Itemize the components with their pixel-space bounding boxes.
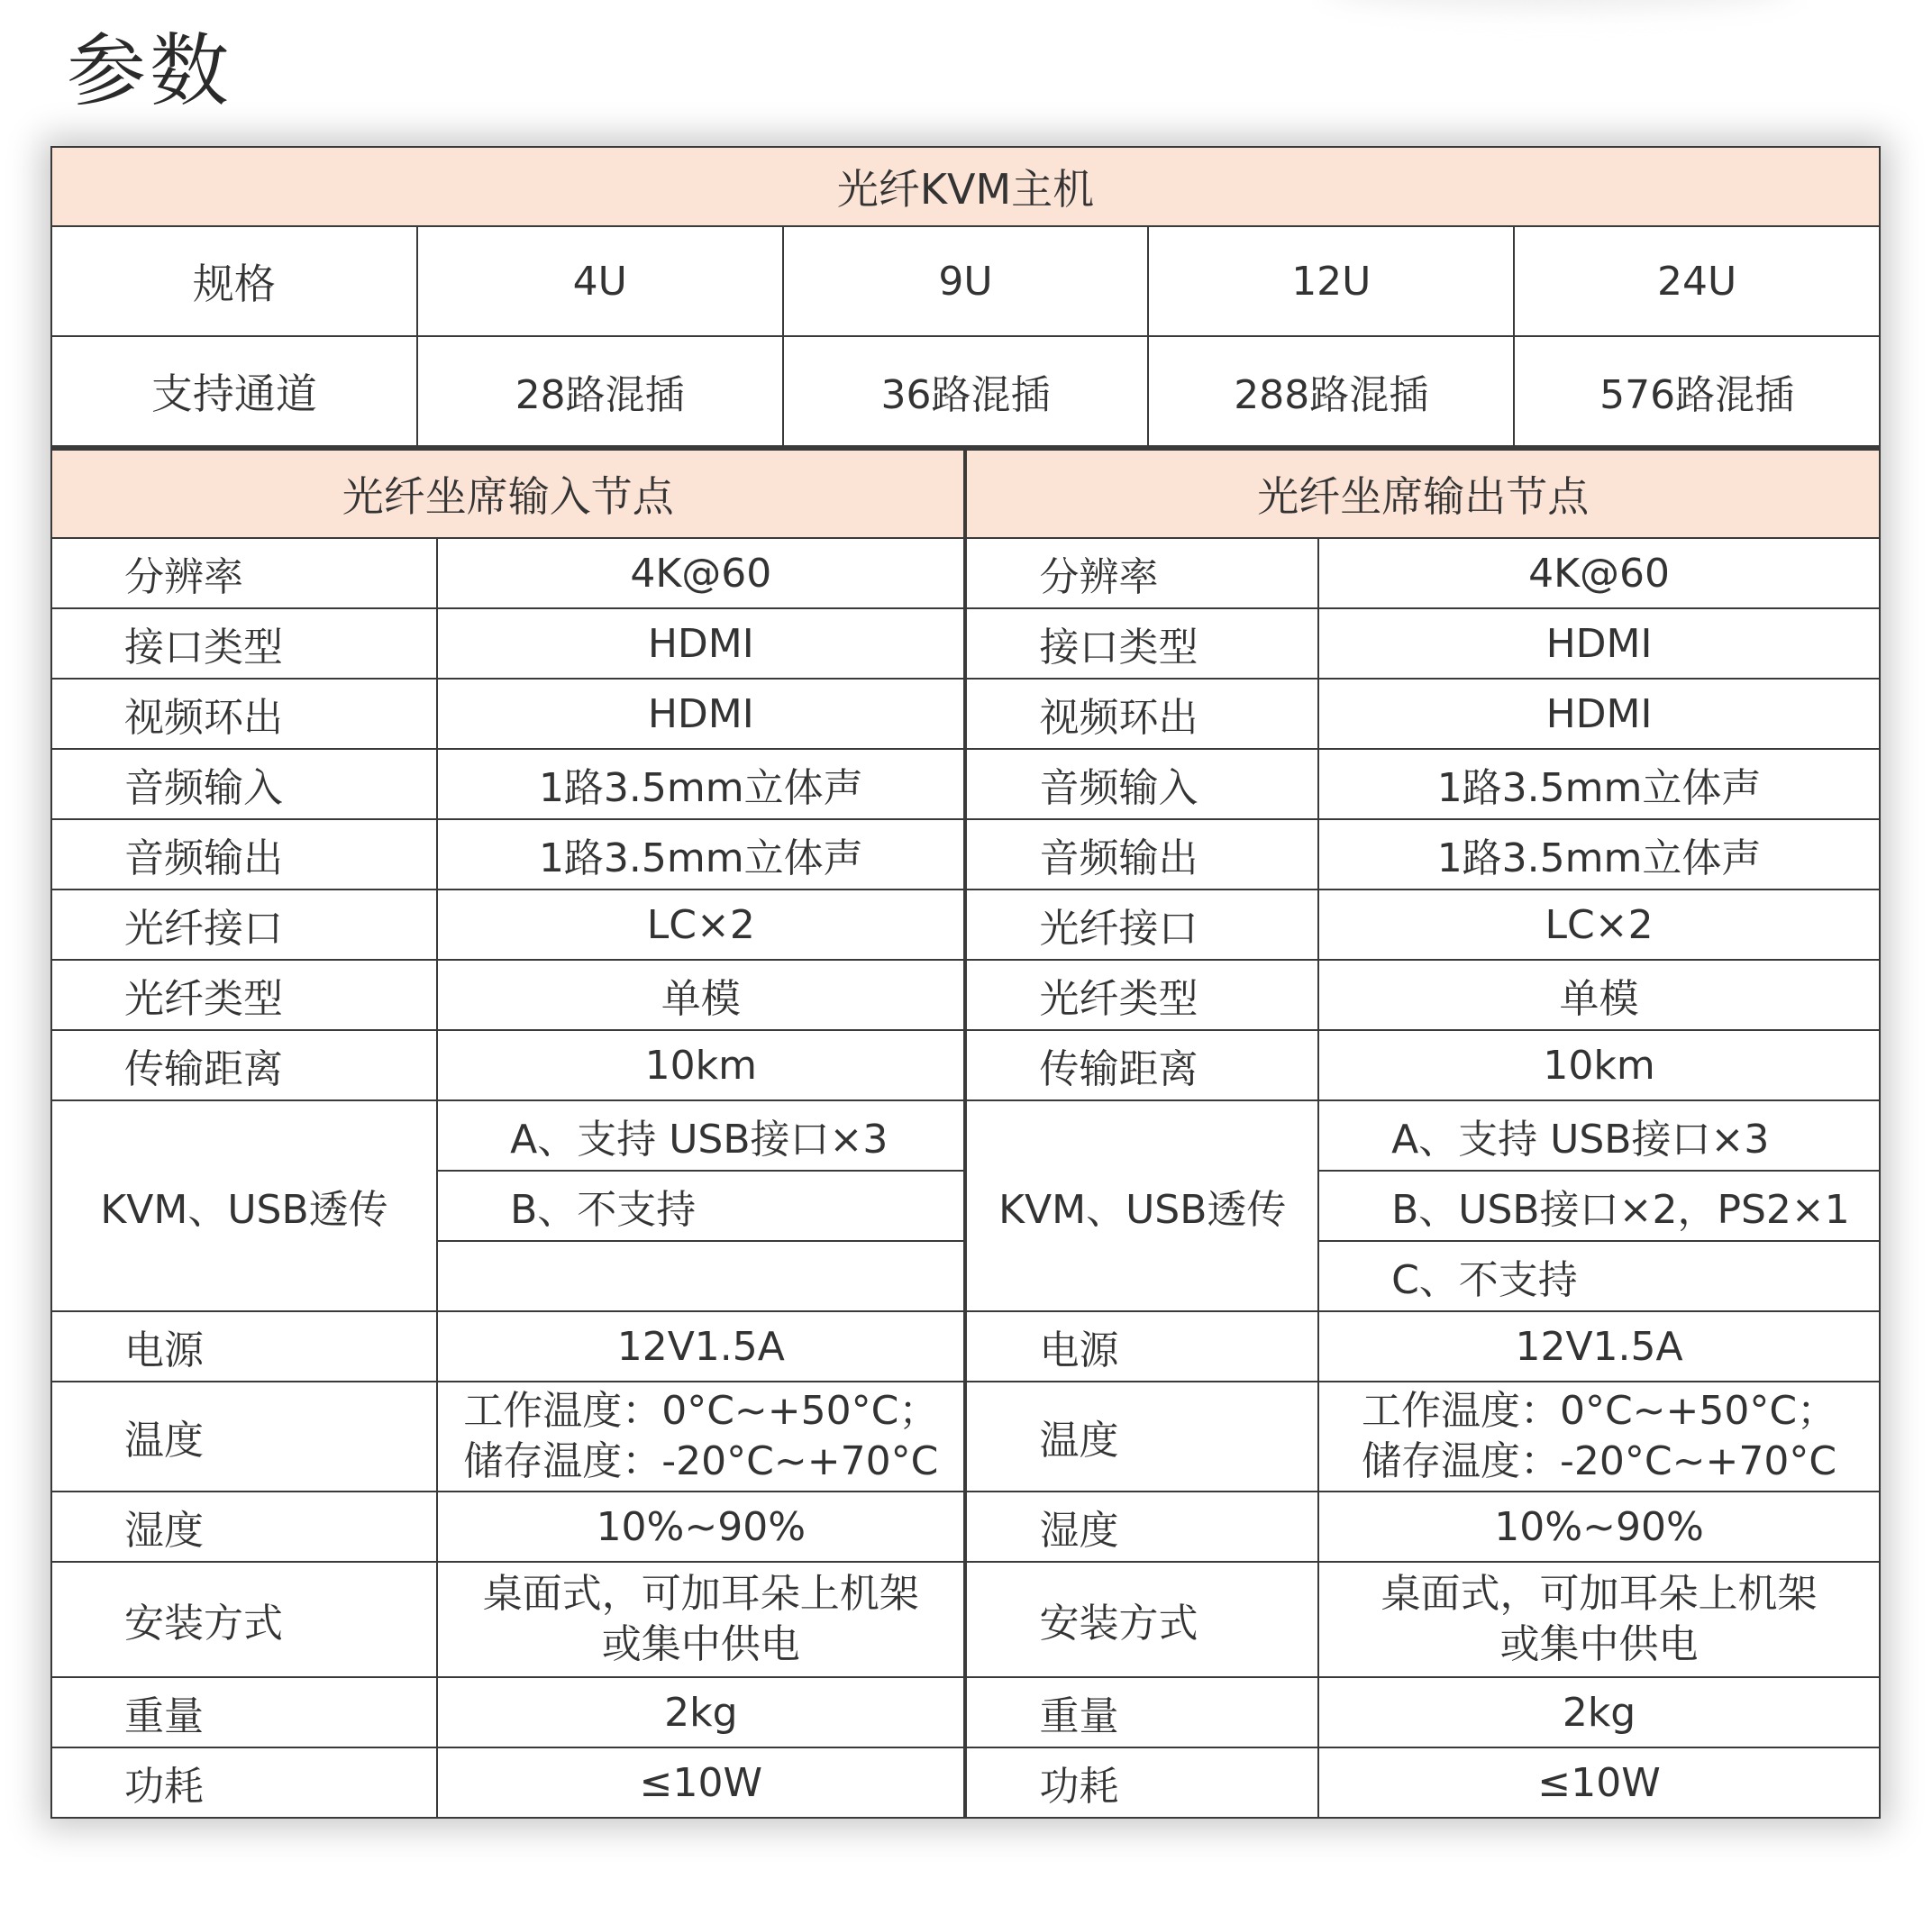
temperature-value [1318,1382,1880,1492]
row-value: 1路3.5mm立体声 [1318,819,1880,890]
channels-cell: 576路混插 [1514,336,1880,446]
temperature-line: 储存温度：-20°C~+70°C [1362,1438,1837,1484]
decorative-shadow [1325,0,1793,9]
row-value: 1路3.5mm立体声 [437,819,965,890]
kvm-option: C、不支持 [1318,1241,1880,1311]
row-label: 湿度 [51,1492,437,1562]
row-label: 光纤类型 [965,960,1318,1030]
row-label: 分辨率 [51,538,437,608]
row-label: 重量 [965,1677,1318,1747]
table-row [51,1492,1880,1562]
row-value: 4K@60 [437,538,965,608]
channels-cell: 36路混插 [783,336,1149,446]
row-label: 传输距离 [965,1030,1318,1100]
kvm-option: A、支持 USB接口×3 [437,1100,965,1171]
row-value: 12V1.5A [1318,1311,1880,1382]
install-line: 或集中供电 [1499,1621,1699,1667]
row-label: 光纤类型 [51,960,437,1030]
row-value: LC×2 [1318,890,1880,960]
input-node-title: 光纤坐席输入节点 [51,449,965,538]
row-value: 10km [437,1030,965,1100]
row-value: LC×2 [437,890,965,960]
kvm-row [51,1100,1880,1171]
install-value [437,1562,965,1677]
spec-cell: 24U [1514,226,1880,336]
spec-cell: 12U [1148,226,1514,336]
table-row [51,679,1880,749]
host-spec-table [50,146,1881,447]
row-value: HDMI [1318,608,1880,679]
row-label: 功耗 [51,1747,437,1818]
row-label: 重量 [51,1677,437,1747]
row-value: HDMI [437,679,965,749]
row-label: 湿度 [965,1492,1318,1562]
table-row [51,1311,1880,1382]
spec-label: 规格 [51,226,417,336]
table-row [51,608,1880,679]
row-label: 功耗 [965,1747,1318,1818]
spec-cell: 9U [783,226,1149,336]
row-value: 10%~90% [437,1492,965,1562]
kvm-option: B、USB接口×2，PS2×1 [1318,1171,1880,1241]
row-value: 10km [1318,1030,1880,1100]
row-value: 1路3.5mm立体声 [1318,749,1880,819]
row-value: 10%~90% [1318,1492,1880,1562]
row-label: 音频输入 [51,749,437,819]
row-value: 12V1.5A [437,1311,965,1382]
output-node-title: 光纤坐席输出节点 [965,449,1880,538]
row-label: 电源 [965,1311,1318,1382]
row-label: 光纤接口 [51,890,437,960]
row-value: ≤10W [1318,1747,1880,1818]
channels-cell: 288路混插 [1148,336,1514,446]
row-value: HDMI [1318,679,1880,749]
node-title-row [51,449,1880,538]
row-label: 温度 [51,1382,437,1492]
install-line: 桌面式，可加耳朵上机架 [482,1571,919,1617]
row-label: 传输距离 [51,1030,437,1100]
row-label: 温度 [965,1382,1318,1492]
row-value: 4K@60 [1318,538,1880,608]
temperature-value [437,1382,965,1492]
row-label: 光纤接口 [965,890,1318,960]
table-row [51,960,1880,1030]
row-label: 电源 [51,1311,437,1382]
row-label: 音频输出 [51,819,437,890]
row-label: 视频环出 [51,679,437,749]
kvm-label: KVM、USB透传 [51,1100,437,1311]
spec-cell: 4U [417,226,783,336]
channels-label: 支持通道 [51,336,417,446]
spec-tables [50,146,1881,1819]
row-label: 接口类型 [965,608,1318,679]
row-label: 接口类型 [51,608,437,679]
table-row [51,1677,1880,1747]
kvm-option: A、支持 USB接口×3 [1318,1100,1880,1171]
row-label: 安装方式 [51,1562,437,1677]
table-row [51,819,1880,890]
table-row [51,749,1880,819]
row-value: 单模 [1318,960,1880,1030]
row-value: 单模 [437,960,965,1030]
kvm-label: KVM、USB透传 [965,1100,1318,1311]
table-row [51,1747,1880,1818]
row-value: ≤10W [437,1747,965,1818]
temperature-row [51,1382,1880,1492]
temperature-line: 储存温度：-20°C~+70°C [463,1438,939,1484]
install-row [51,1562,1880,1677]
kvm-option [437,1241,965,1311]
row-label: 视频环出 [965,679,1318,749]
table-row [51,890,1880,960]
node-spec-table [50,447,1881,1819]
host-title-row [51,147,1880,226]
page-title: 参数 [67,24,233,117]
row-label: 音频输出 [965,819,1318,890]
row-value: 1路3.5mm立体声 [437,749,965,819]
channels-row [51,336,1880,446]
host-title: 光纤KVM主机 [51,147,1880,226]
row-value: 2kg [437,1677,965,1747]
install-line: 或集中供电 [601,1621,800,1667]
install-line: 桌面式，可加耳朵上机架 [1381,1571,1818,1617]
table-row [51,538,1880,608]
row-value: HDMI [437,608,965,679]
temperature-line: 工作温度：0°C~+50°C； [1361,1388,1837,1434]
row-label: 分辨率 [965,538,1318,608]
install-value [1318,1562,1880,1677]
table-row [51,1030,1880,1100]
channels-cell: 28路混插 [417,336,783,446]
temperature-line: 工作温度：0°C~+50°C； [463,1388,939,1434]
spec-row [51,226,1880,336]
kvm-option: B、不支持 [437,1171,965,1241]
row-label: 安装方式 [965,1562,1318,1677]
row-label: 音频输入 [965,749,1318,819]
row-value: 2kg [1318,1677,1880,1747]
